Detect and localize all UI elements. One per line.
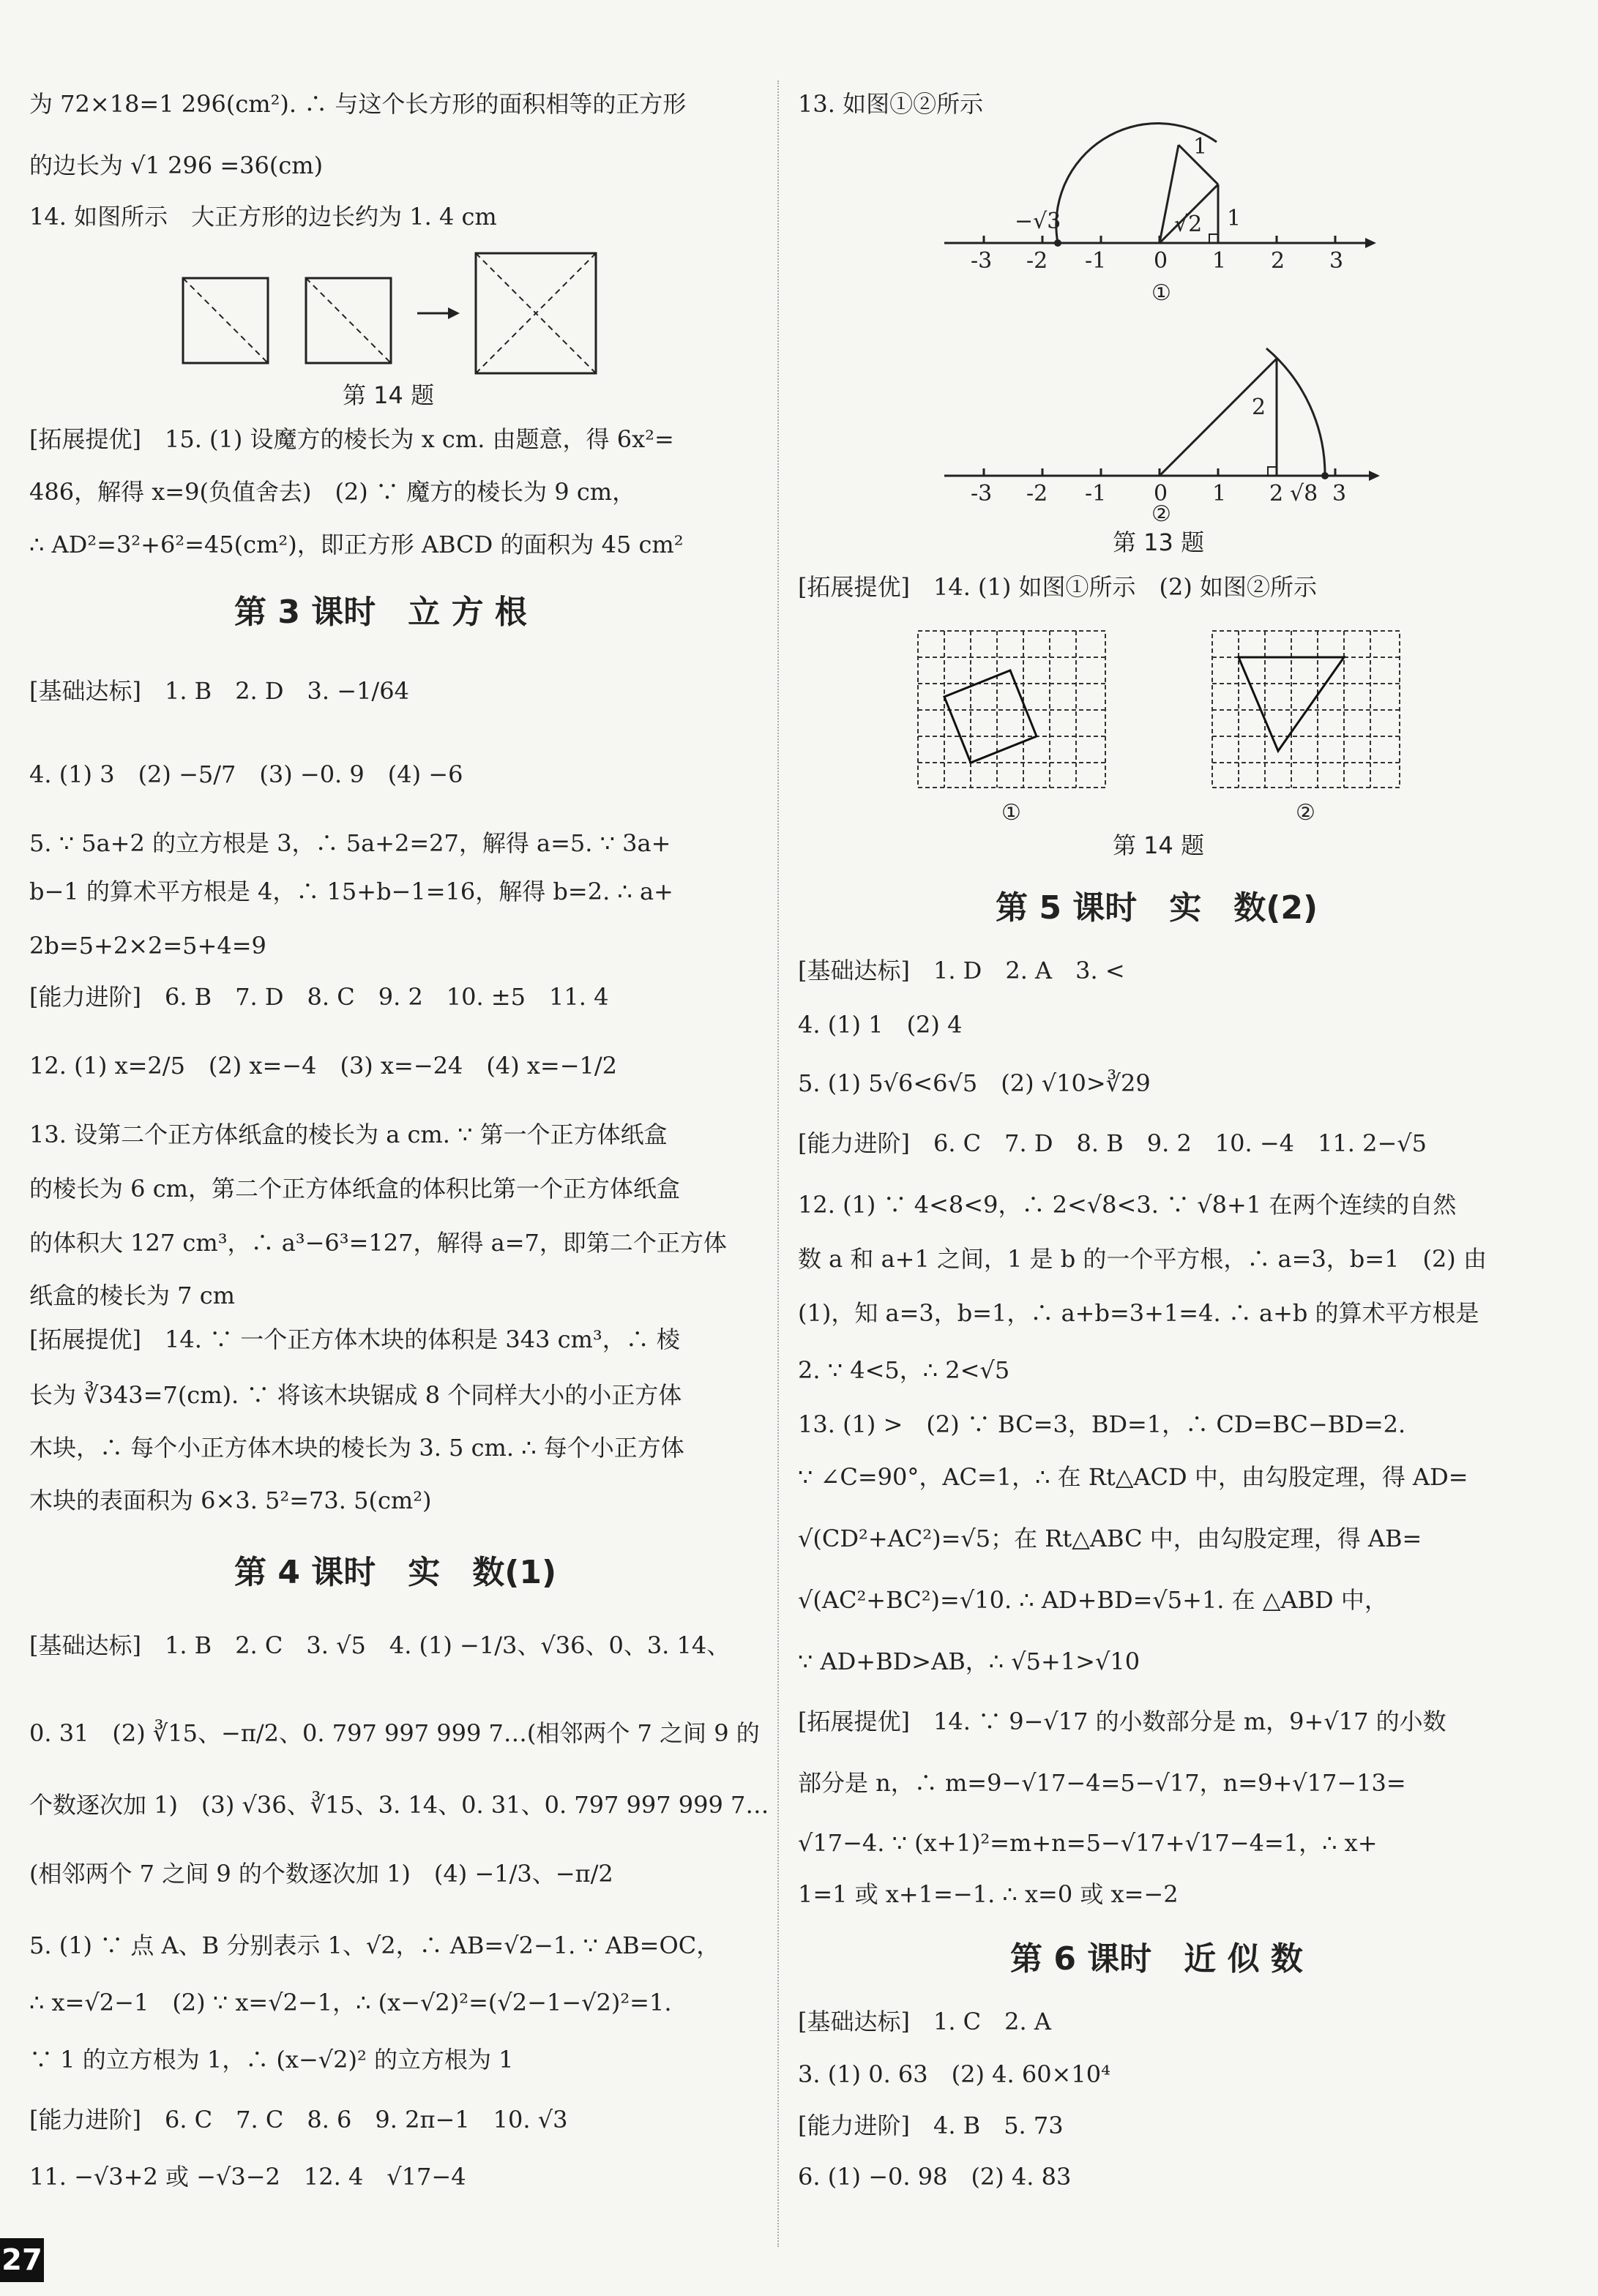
label-two: 2 xyxy=(1252,394,1266,420)
sec4-line-8: [能力进阶] 6. C 7. C 8. 6 9. 2π−1 10. √3 xyxy=(29,2106,568,2134)
tick-label: 0 xyxy=(1154,248,1168,274)
sec3-line-12: [拓展提优] 14. ∵ 一个正方体木块的体积是 343 cm³，∴ 棱 xyxy=(29,1325,680,1353)
tick-label: 2 xyxy=(1271,248,1285,274)
figure-14-squares xyxy=(176,249,600,381)
tick-label: 2 xyxy=(1269,481,1284,506)
sec5-line-1: [基础达标] 1. D 2. A 3. < xyxy=(798,957,1125,984)
sec3-line-11: 纸盒的棱长为 7 cm xyxy=(29,1282,235,1309)
sec5-line-5: 12. (1) ∵ 4<8<9，∴ 2<√8<3. ∵ √8+1 在两个连续的自然 xyxy=(798,1191,1457,1219)
sec3-line-14: 木块，∴ 每个小正方体木块的棱长为 3. 5 cm. ∴ 每个小正方体 xyxy=(29,1434,684,1462)
sec4-line-1: [基础达标] 1. B 2. C 3. √5 4. (1) −1/3、√36、0、3. 14、 xyxy=(29,1631,731,1659)
sec3-line-1: [基础达标] 1. B 2. D 3. −1/64 xyxy=(29,677,409,705)
tick-label: 1 xyxy=(1212,481,1227,506)
sec5-line-6: 数 a 和 a+1 之间，1 是 b 的一个平方根，∴ a=3，b=1 (2) 由 xyxy=(798,1245,1487,1273)
sec3-line-6: [能力进阶] 6. B 7. D 8. C 9. 2 10. ±5 11. 4 xyxy=(29,983,609,1011)
sec5-line-9: 13. (1) > (2) ∵ BC=3，BD=1，∴ CD=BC−BD=2. xyxy=(798,1410,1406,1438)
sec3-line-8: 13. 设第二个正方体纸盒的棱长为 a cm. ∵ 第一个正方体纸盒 xyxy=(29,1121,668,1148)
tick-label: -3 xyxy=(971,481,993,506)
left-line-3: 14. 如图所示 大正方形的边长约为 1. 4 cm xyxy=(29,203,497,231)
sec3-line-5: 2b=5+2×2=5+4=9 xyxy=(29,932,266,960)
sec4-line-2: 0. 31 (2) ∛15、−π/2、0. 797 997 999 7…(相邻两个 7 之间 9 的 xyxy=(29,1719,760,1747)
label-sqrt2: √2 xyxy=(1174,212,1203,237)
figure-14-grid-caption: 第 14 题 xyxy=(1113,831,1205,859)
heading-lesson-6: 第 6 课时 近 似 数 xyxy=(1010,1940,1303,1978)
small-square-2 xyxy=(306,278,391,363)
figure-mark-2: ② xyxy=(1151,501,1171,527)
sec5-line-17: 1=1 或 x+1=−1. ∴ x=0 或 x=−2 xyxy=(798,1880,1179,1908)
sec5-line-16: √17−4. ∵ (x+1)²=m+n=5−√17+√17−4=1，∴ x+ xyxy=(798,1829,1378,1857)
ext15-line-2: 486，解得 x=9(负值舍去) (2) ∵ 魔方的棱长为 9 cm， xyxy=(29,478,636,506)
sec3-line-3: 5. ∵ 5a+2 的立方根是 3，∴ 5a+2=27，解得 a=5. ∵ 3a+ xyxy=(29,829,671,857)
sec5-line-12: √(AC²+BC²)=√10. ∴ AD+BD=√5+1. 在 △ABD 中， xyxy=(798,1586,1388,1614)
sec4-line-6: ∴ x=√2−1 (2) ∵ x=√2−1，∴ (x−√2)²=(√2−1−√2)²=1. xyxy=(29,1989,672,2016)
sec3-line-15: 木块的表面积为 6×3. 5²=73. 5(cm²) xyxy=(29,1487,432,1514)
sec3-line-9: 的棱长为 6 cm，第二个正方体纸盒的体积比第一个正方体纸盒 xyxy=(29,1175,680,1203)
label-sqrt8: √8 xyxy=(1290,481,1318,506)
tick-label: 0 xyxy=(1154,481,1168,506)
sec5-line-4: [能力进阶] 6. C 7. D 8. B 9. 2 10. −4 11. 2−√5 xyxy=(798,1129,1427,1157)
label-neg-sqrt3: −√3 xyxy=(1015,209,1061,234)
sec5-line-7: (1)，知 a=3，b=1，∴ a+b=3+1=4. ∴ a+b 的算术平方根是 xyxy=(798,1299,1479,1327)
sec4-line-9: 11. −√3+2 或 −√3−2 12. 4 √17−4 xyxy=(29,2163,466,2191)
page-number: 27 xyxy=(0,2238,44,2282)
tick-label: 3 xyxy=(1329,248,1344,274)
figure-14-caption: 第 14 题 xyxy=(343,381,435,409)
sec4-line-4: (相邻两个 7 之间 9 的个数逐次加 1) (4) −1/3、−π/2 xyxy=(29,1860,613,1888)
sec6-line-1: [基础达标] 1. C 2. A xyxy=(798,2008,1051,2035)
sec4-line-5: 5. (1) ∵ 点 A、B 分别表示 1、√2，∴ AB=√2−1. ∵ AB=OC， xyxy=(29,1932,720,1959)
sec5-line-11: √(CD²+AC²)=√5；在 Rt△ABC 中，由勾股定理，得 AB= xyxy=(798,1525,1422,1552)
column-divider xyxy=(777,81,779,2247)
sec5-line-3: 5. (1) 5√6<6√5 (2) √10>∛29 xyxy=(798,1069,1151,1097)
sec3-line-7: 12. (1) x=2/5 (2) x=−4 (3) x=−24 (4) x=−1/2 xyxy=(29,1052,618,1080)
tick-label: -3 xyxy=(971,248,993,274)
figure-13-2 xyxy=(944,322,1384,527)
tick-label: -2 xyxy=(1026,481,1048,506)
sec4-line-7: ∵ 1 的立方根为 1，∴ (x−√2)² 的立方根为 1 xyxy=(29,2046,514,2073)
large-square xyxy=(476,253,596,373)
tick-label: 3 xyxy=(1332,481,1347,506)
sec6-line-2: 3. (1) 0. 63 (2) 4. 60×10⁴ xyxy=(798,2060,1110,2088)
figure-mark-1: ① xyxy=(1151,280,1171,306)
sec3-line-13: 长为 ∛343=7(cm). ∵ 将该木块锯成 8 个同样大小的小正方体 xyxy=(29,1381,682,1409)
figure-mark-2: ② xyxy=(1296,800,1315,826)
left-line-1: 为 72×18=1 296(cm²). ∴ 与这个长方形的面积相等的正方形 xyxy=(29,90,687,118)
figure-mark-1: ① xyxy=(1001,800,1021,826)
ext15-line-1: [拓展提优] 15. (1) 设魔方的棱长为 x cm. 由题意，得 6x²= xyxy=(29,425,674,453)
label-one-b: 1 xyxy=(1193,134,1208,160)
left-line-2: 的边长为 √1 296 =36(cm) xyxy=(29,152,324,179)
figure-13-1 xyxy=(944,124,1376,315)
figure-14-grid-1 xyxy=(915,628,1113,840)
sec5-line-10: ∵ ∠C=90°，AC=1，∴ 在 Rt△ACD 中，由勾股定理，得 AD= xyxy=(798,1463,1468,1491)
figure-13-caption: 第 13 题 xyxy=(1113,528,1205,556)
sec4-line-3: 个数逐次加 1) (3) √36、∛15、3. 14、0. 31、0. 797 997 999 7… xyxy=(29,1791,769,1819)
sec3-line-10: 的体积大 127 cm³，∴ a³−6³=127，解得 a=7，即第二个正方体 xyxy=(29,1229,727,1257)
sec5-line-2: 4. (1) 1 (2) 4 xyxy=(798,1011,963,1039)
tick-label: -1 xyxy=(1085,248,1107,274)
q13-line: 13. 如图①②所示 xyxy=(798,90,984,118)
heading-lesson-3: 第 3 课时 立 方 根 xyxy=(234,594,527,631)
heading-lesson-5: 第 5 课时 实 数(2) xyxy=(996,889,1318,927)
small-square-1 xyxy=(183,278,268,363)
tick-label: -1 xyxy=(1085,481,1107,506)
label-one-a: 1 xyxy=(1227,206,1242,231)
sec5-line-8: 2. ∵ 4<5，∴ 2<√5 xyxy=(798,1356,1010,1384)
ext14-line: [拓展提优] 14. (1) 如图①所示 (2) 如图②所示 xyxy=(798,573,1318,601)
sec5-line-14: [拓展提优] 14. ∵ 9−√17 的小数部分是 m，9+√17 的小数 xyxy=(798,1708,1446,1735)
tick-label: 1 xyxy=(1212,248,1227,274)
sec3-line-4: b−1 的算术平方根是 4，∴ 15+b−1=16，解得 b=2. ∴ a+ xyxy=(29,878,673,905)
sec6-line-3: [能力进阶] 4. B 5. 73 xyxy=(798,2112,1064,2139)
sec5-line-13: ∵ AD+BD>AB，∴ √5+1>√10 xyxy=(798,1648,1140,1675)
heading-lesson-4: 第 4 课时 实 数(1) xyxy=(234,1554,557,1591)
arrow-icon xyxy=(417,307,460,319)
sec3-line-2: 4. (1) 3 (2) −5/7 (3) −0. 9 (4) −6 xyxy=(29,760,463,788)
sec5-line-15: 部分是 n，∴ m=9−√17−4=5−√17，n=9+√17−13= xyxy=(798,1769,1406,1797)
tick-label: -2 xyxy=(1026,248,1048,274)
figure-14-grid-2 xyxy=(1209,628,1407,840)
sec6-line-4: 6. (1) −0. 98 (2) 4. 83 xyxy=(798,2163,1072,2191)
ext15-line-3: ∴ AD²=3²+6²=45(cm²)，即正方形 ABCD 的面积为 45 cm² xyxy=(29,531,684,558)
